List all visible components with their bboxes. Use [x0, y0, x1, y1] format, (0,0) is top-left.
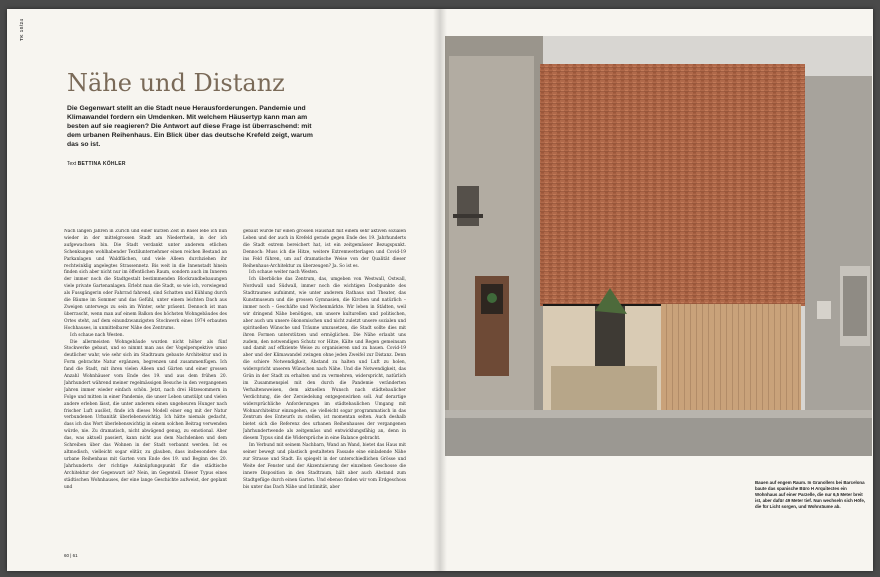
- paragraph: gebaut wurde für einen grossen Haushalt mit einem sehr aktiven sozialen Leben und der auch in Krefeld gerade gegen Ende des 19. Jahrhunderts die Stadt extrem bereichert hat, ist ein zeitgemässer Bezugspunkt. Dennoch: Muss ich die Hitze, weitere Extremwetterlagen und Covid-19 ins Feld führen, um auf dramatische Weise von der Qualität dieser Reihenhaus-Architektur zu überzeugen? Ja. So ist es.: [243, 229, 406, 269]
- byline-prefix: Text: [67, 161, 77, 167]
- paragraph: Die allermeisten Wohngebäude wurden nicht höher als fünf Stockwerke gebaut, und so nimmt man aus der Vogelperspektive umso deutlicher wahr, wie sehr sich im Stadtraum gebaute Architektur und in Form gebrachte Natur ergänzen, begrenzen und zusammenfügen. Ich fand die Stadt, mit ihren vielen Alleen und Gärten und einer grossen Anzahl Wohnhäuser vom Ende des 19. und aus dem frühen 20. Jahrhundert während meiner regelmässigen Besuche in den vergangenen Jahren immer wieder einfach schön. Jetzt, nach drei Hitzesommern in Folge und mitten in einer Pandemie, die unser Leben umstülpt und vielen andere erleben lässt, die unter anderem einen ungeheuren Hunger nach frischer Luft auslöst, finde ich dieses Modell einer eng mit der Natur verbundenen Urbanität überlebenswichtig. Ich hätte niemals gedacht, dass ich das Wort überlebenswichtig in einem solchen Beitrag verwenden würde, nie. Zu dramatisch, nicht abwägend genug, zu emotional. Aber das, was aktuell passiert, kann nicht aus dem Nachdenken und dem Schreiben über das Wohnen in der Stadt verbannt werden. Ist es altmodisch, vielleicht sogar elitär, zu glauben, dass insbesondere das urbane Reihenhaus mit Garten vom Ende des 19. und Beginn des 20. Jahrhunderts der richtige Anknüpfungspunkt für die städtische Architektur der Gegenwart ist? Nein, im Gegenteil. Dieser Typus eines städtischen Wohnhauses, der eine lange Geschichte aufweist, der geplant und: [64, 339, 227, 490]
- paragraph: Nach langen Jahren in Zürich und einer kurzen Zeit in Basel lebe ich nun wieder in der mittelgrossen Stadt am Niederrhein, in der ich aufgewachsen bin. Die Stadt verdankt unter anderem etlichen Schenkungen wohlhabender Textilunternehmer einen reichen Bestand an Parkanlagen und Waldflächen, und viele Alleen durchziehen ihr rechtwinklig angelegtes Strassennetz. Bis weit in die Innenstadt hinein finden sich aber nicht nur im öffentlichen Raum, sondern auch im Inneren der immer noch die Stadtgestalt bestimmenden Blockrandbebauungen viele private Gartenanlagen. Erlebt man die Stadt, so wie ich, vorwiegend als Fussgängerin oder Fahrrad fahrend, sind Schatten und Kühlung durch die Bäume im Sommer und das Gefühl, unter einem leichten Dach aus Zweigen unterwegs zu sein im Winter, sehr präsent. Dennoch ist man überrascht, wenn man auf einem Balkon des höchsten Wohngebäudes des Ortes steht, auf dem einundzwanzigsten Stockwerk eines 1974 erbauten Hochhauses, in unmittelbarer Nähe des Zentrums.: [64, 229, 227, 331]
- section-label: TK 10/24: [19, 18, 24, 41]
- left-page: [7, 9, 440, 571]
- paragraph: Ich schaue nach Westen.: [70, 332, 124, 338]
- binding-gutter: [433, 9, 447, 571]
- house-facade-photo: [445, 36, 872, 456]
- paragraph: Ich überblicke das Zentrum, das, umgeben von Westwall, Ostwall, Nordwall und Südwall, immer noch die wichtigen Dosbpunkte des Stadtraumes aufnimmt, wie unter anderem Rathaus und Theater, das Kunstmuseum und die grossen Gymnasien, die Kirchen und natürlich – immer noch – Geschäfte und Wochenmärkte. Wir leben in Städten, weil wir dringend Nähe benötigen, um unsere kulturellen und politischen, aber auch um unsere ökonomischen und nicht zuletzt unsere sozialen und spirituellen Wünsche und Träume umzusetzen, die Stadt sollte dies mit ihren Formen unterstützen und ermöglichen. Die Nähe erlaubt uns zudem, den notwendigen Schutz vor Hitze, Kälte und Regen gemeinsam und damit auf effiziente Weise zu organisieren und zu bauen. Covid-19 aber und der Klimawandel zwingen ohne jeden Zweifel zur Distanz. Denn die schiere Notwendigkeit, Abstand zu halten und Luft zu holen, widerspricht unseren Wünschen nach Nähe. Und die Notwendigkeit, das Grün in der Stadt zu erhalten und zu vermehren, widerspricht, natürlich im Zusammenspiel mit den durch die Pandemie veränderten Verhaltensweisen, dem aktuellen Wunsch nach städtebaulicher Verdichtung, die der Zersiedelung entgegenwirken soll. Auf derartige widersprüchliche Anforderungen im städtebaulichen Umgang mit Wohnarchitektur einzugehen, sie vielleicht sogar programmatisch in das Zentrum des Entwurfs zu stellen, ist momentan selten. Auch deshalb bietet sich die Referenz des urbanen Reihenhauses der vergangenen Jahrhundertwende als zeitgemäss und entwicklungsfähig an, denn in diesem Typus sind die Widersprüche in eine Balance gebracht.: [243, 277, 406, 442]
- brick-facade: [540, 64, 805, 306]
- photo-caption: Bauen auf engem Raum. In Granollers bei Barcelona baute das spanische Büro H Arquitectes ein Wohnhaus auf einer Parzelle, die nur 6,5 Meter breit ist, aber dafür 49 Meter tief. Nun wechseln sich Höfe, die für Licht sorgen, und Wohnräume ab.: [755, 480, 866, 509]
- text-column-1: [64, 229, 227, 549]
- text-column-2: [243, 229, 406, 549]
- wooden-sliding-door: [661, 304, 801, 414]
- byline: [67, 161, 126, 167]
- right-page: [440, 9, 873, 571]
- magazine-spread: [7, 9, 873, 571]
- paragraph: Im Verbund mit seinem Nachbarn, Wand an Wand, bietet das Haus mit seiner bewegt und plastisch gestalteten Fassade eine einladende Nähe zur Strasse und Stadt. Es spiegelt in der unterschiedlichen Grösse und Weite der Fenster und der Akzentuierung der einzelnen Geschosse die innere Disposition in den Stadtraum, hält aber auch Abstand zum Stadtgefüge durch einen Garten. Und ebenso finden wir vom Erdgeschoss bis unter das Dach Nähe und Intimität, aber: [243, 443, 406, 490]
- byline-author: BETTINA KÖHLER: [77, 161, 126, 167]
- article-lead: Die Gegenwart stellt an die Stadt neue Herausforderungen. Pandemie und Klimawandel fordern ein Umdenken. Mit welchem Häusertyp kann man am besten auf sie reagieren? Die Antwort auf diese Frage ist überraschend: mit dem urbanen Reihenhaus. Ein Blick über das deutsche Krefeld zeigt, warum das so ist.: [67, 105, 313, 148]
- sidewalk-curb: [445, 410, 872, 418]
- page-numbers: 60 | 61: [64, 553, 78, 558]
- paragraph: Ich schaue weiter nach Westen.: [249, 270, 319, 276]
- street: [445, 418, 872, 456]
- right-neighbor-building: [805, 76, 872, 416]
- article-title: Nähe und Distanz: [67, 69, 285, 97]
